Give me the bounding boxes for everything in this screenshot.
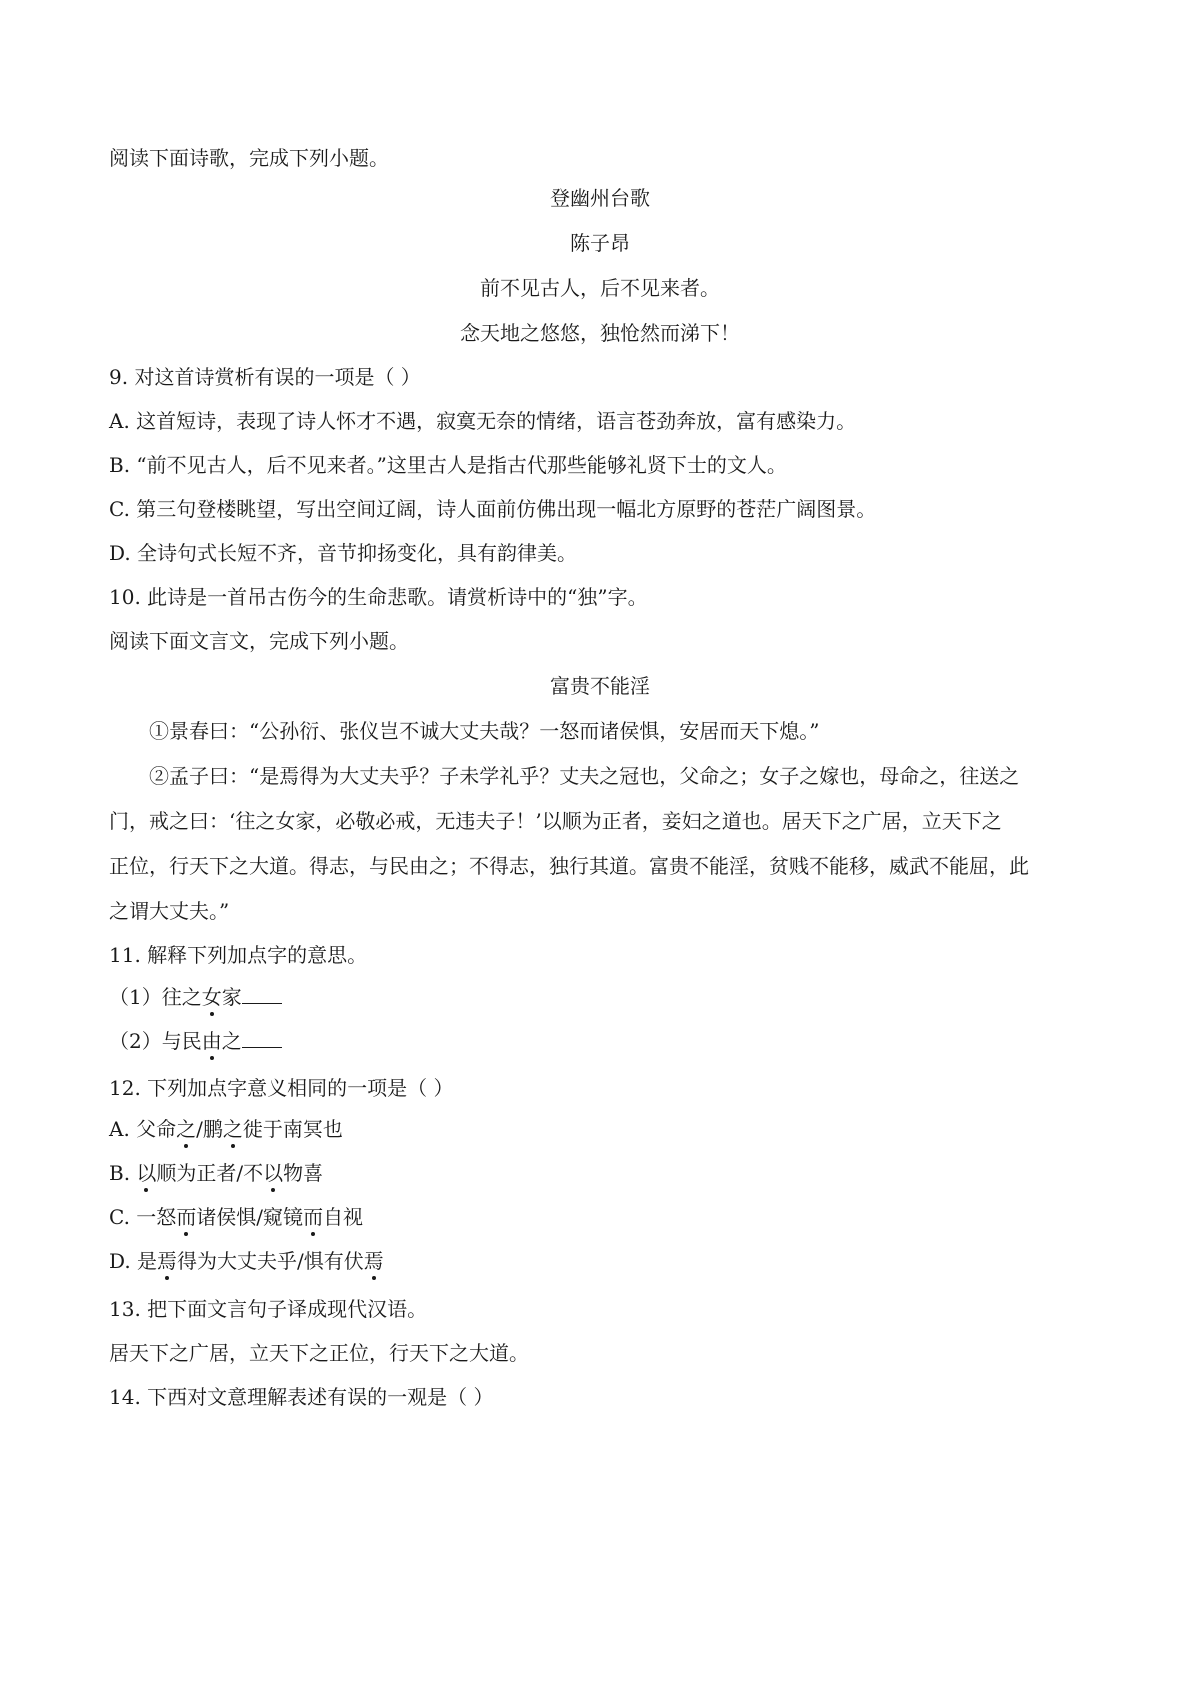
poem-title: 登幽州台歌 <box>550 186 650 210</box>
question-11-item-1 <box>109 982 1091 1012</box>
option-text: D. 是 <box>109 1249 158 1273</box>
prose-paragraph-2-line-2: 门，戒之曰：‘往之女家，必敬必戒，无违夫子！’以顺为正者，妾妇之道也。居天下之广居，立天下之 <box>109 809 1002 833</box>
question-13-stem: 13. 把下面文言句子译成现代汉语。 <box>109 1297 428 1321</box>
question-12-stem: 12. 下列加点字意义相同的一项是（ ） <box>109 1076 454 1100</box>
option-text: 诸侯惧/窥镜 <box>196 1205 304 1229</box>
option-text: C. 一怒 <box>109 1205 177 1229</box>
question-12-option-d <box>109 1246 1091 1276</box>
question-11-stem: 11. 解释下列加点字的意思。 <box>109 943 368 967</box>
question-9-option-a: A. 这首短诗，表现了诗人怀才不遇，寂寞无奈的情绪，语言苍劲奔放，富有感染力。 <box>109 409 857 433</box>
option-text: A. 父命 <box>109 1117 177 1141</box>
question-9-option-c: C. 第三句登楼眺望，写出空间辽阔，诗人面前仿佛出现一幅北方原野的苍茫广阔图景。 <box>109 497 877 521</box>
dotted-character: 由 <box>202 1026 222 1056</box>
item-text-after: 家 <box>221 985 242 1009</box>
option-text: B. <box>109 1161 137 1185</box>
item-text-before: （2）与民 <box>109 1029 202 1053</box>
option-text: /鹏 <box>196 1117 223 1141</box>
answer-blank[interactable] <box>242 983 282 1004</box>
option-text: 徙于南冥也 <box>242 1117 343 1141</box>
dotted-character: 焉 <box>364 1246 384 1276</box>
question-13-sentence: 居天下之广居，立天下之正位，行天下之大道。 <box>109 1341 529 1365</box>
poem-line-2: 念天地之悠悠，独怆然而涕下！ <box>460 321 740 345</box>
item-text-before: （1）往之 <box>109 985 202 1009</box>
option-text: 自视 <box>323 1205 364 1229</box>
poem-line-1: 前不见古人，后不见来者。 <box>480 276 720 300</box>
prose-title: 富贵不能淫 <box>550 674 650 698</box>
prose-paragraph-2-line-3: 正位，行天下之大道。得志，与民由之；不得志，独行其道。富贵不能淫，贫贱不能移，威武不能屈，此 <box>109 854 1029 878</box>
item-text-after: 之 <box>221 1029 242 1053</box>
question-10: 10. 此诗是一首吊古伤今的生命悲歌。请赏析诗中的“独”字。 <box>109 585 648 609</box>
question-9-stem: 9. 对这首诗赏析有误的一项是（ ） <box>109 365 421 389</box>
dotted-character: 而 <box>303 1202 323 1232</box>
poem-reading-instruction: 阅读下面诗歌，完成下列小题。 <box>109 146 389 170</box>
question-9-option-d: D. 全诗句式长短不齐，音节抑扬变化，具有韵律美。 <box>109 541 578 565</box>
option-text: 顺为正者/不 <box>156 1161 264 1185</box>
question-11-item-2 <box>109 1026 1091 1056</box>
answer-blank[interactable] <box>242 1027 282 1048</box>
option-text: 物喜 <box>283 1161 324 1185</box>
question-14-stem: 14. 下西对文意理解表述有误的一观是（ ） <box>109 1385 494 1409</box>
dotted-character: 之 <box>176 1114 196 1144</box>
question-9-option-b: B. “前不见古人，后不见来者。”这里古人是指古代那些能够礼贤下士的文人。 <box>109 453 787 477</box>
prose-paragraph-2-line-4: 之谓大丈夫。” <box>109 899 230 923</box>
dotted-character: 以 <box>263 1158 283 1188</box>
dotted-character: 以 <box>136 1158 156 1188</box>
dotted-character: 之 <box>223 1114 243 1144</box>
dotted-character: 而 <box>176 1202 196 1232</box>
prose-reading-instruction: 阅读下面文言文，完成下列小题。 <box>109 629 409 653</box>
question-12-option-c <box>109 1202 1091 1232</box>
dotted-character: 女 <box>202 982 222 1012</box>
option-text: 得为大丈夫乎/惧有伏 <box>177 1249 364 1273</box>
dotted-character: 焉 <box>157 1246 177 1276</box>
question-12-option-a <box>109 1114 1091 1144</box>
question-12-option-b <box>109 1158 1091 1188</box>
prose-paragraph-2-line-1: ②孟子曰：“是焉得为大丈夫乎？子未学礼乎？丈夫之冠也，父命之；女子之嫁也，母命之，往送之 <box>149 764 1020 788</box>
prose-paragraph-1: ①景春曰：“公孙衍、张仪岂不诚大丈夫哉？一怒而诸侯惧，安居而天下熄。” <box>149 719 820 743</box>
poem-author: 陈子昂 <box>570 231 630 255</box>
